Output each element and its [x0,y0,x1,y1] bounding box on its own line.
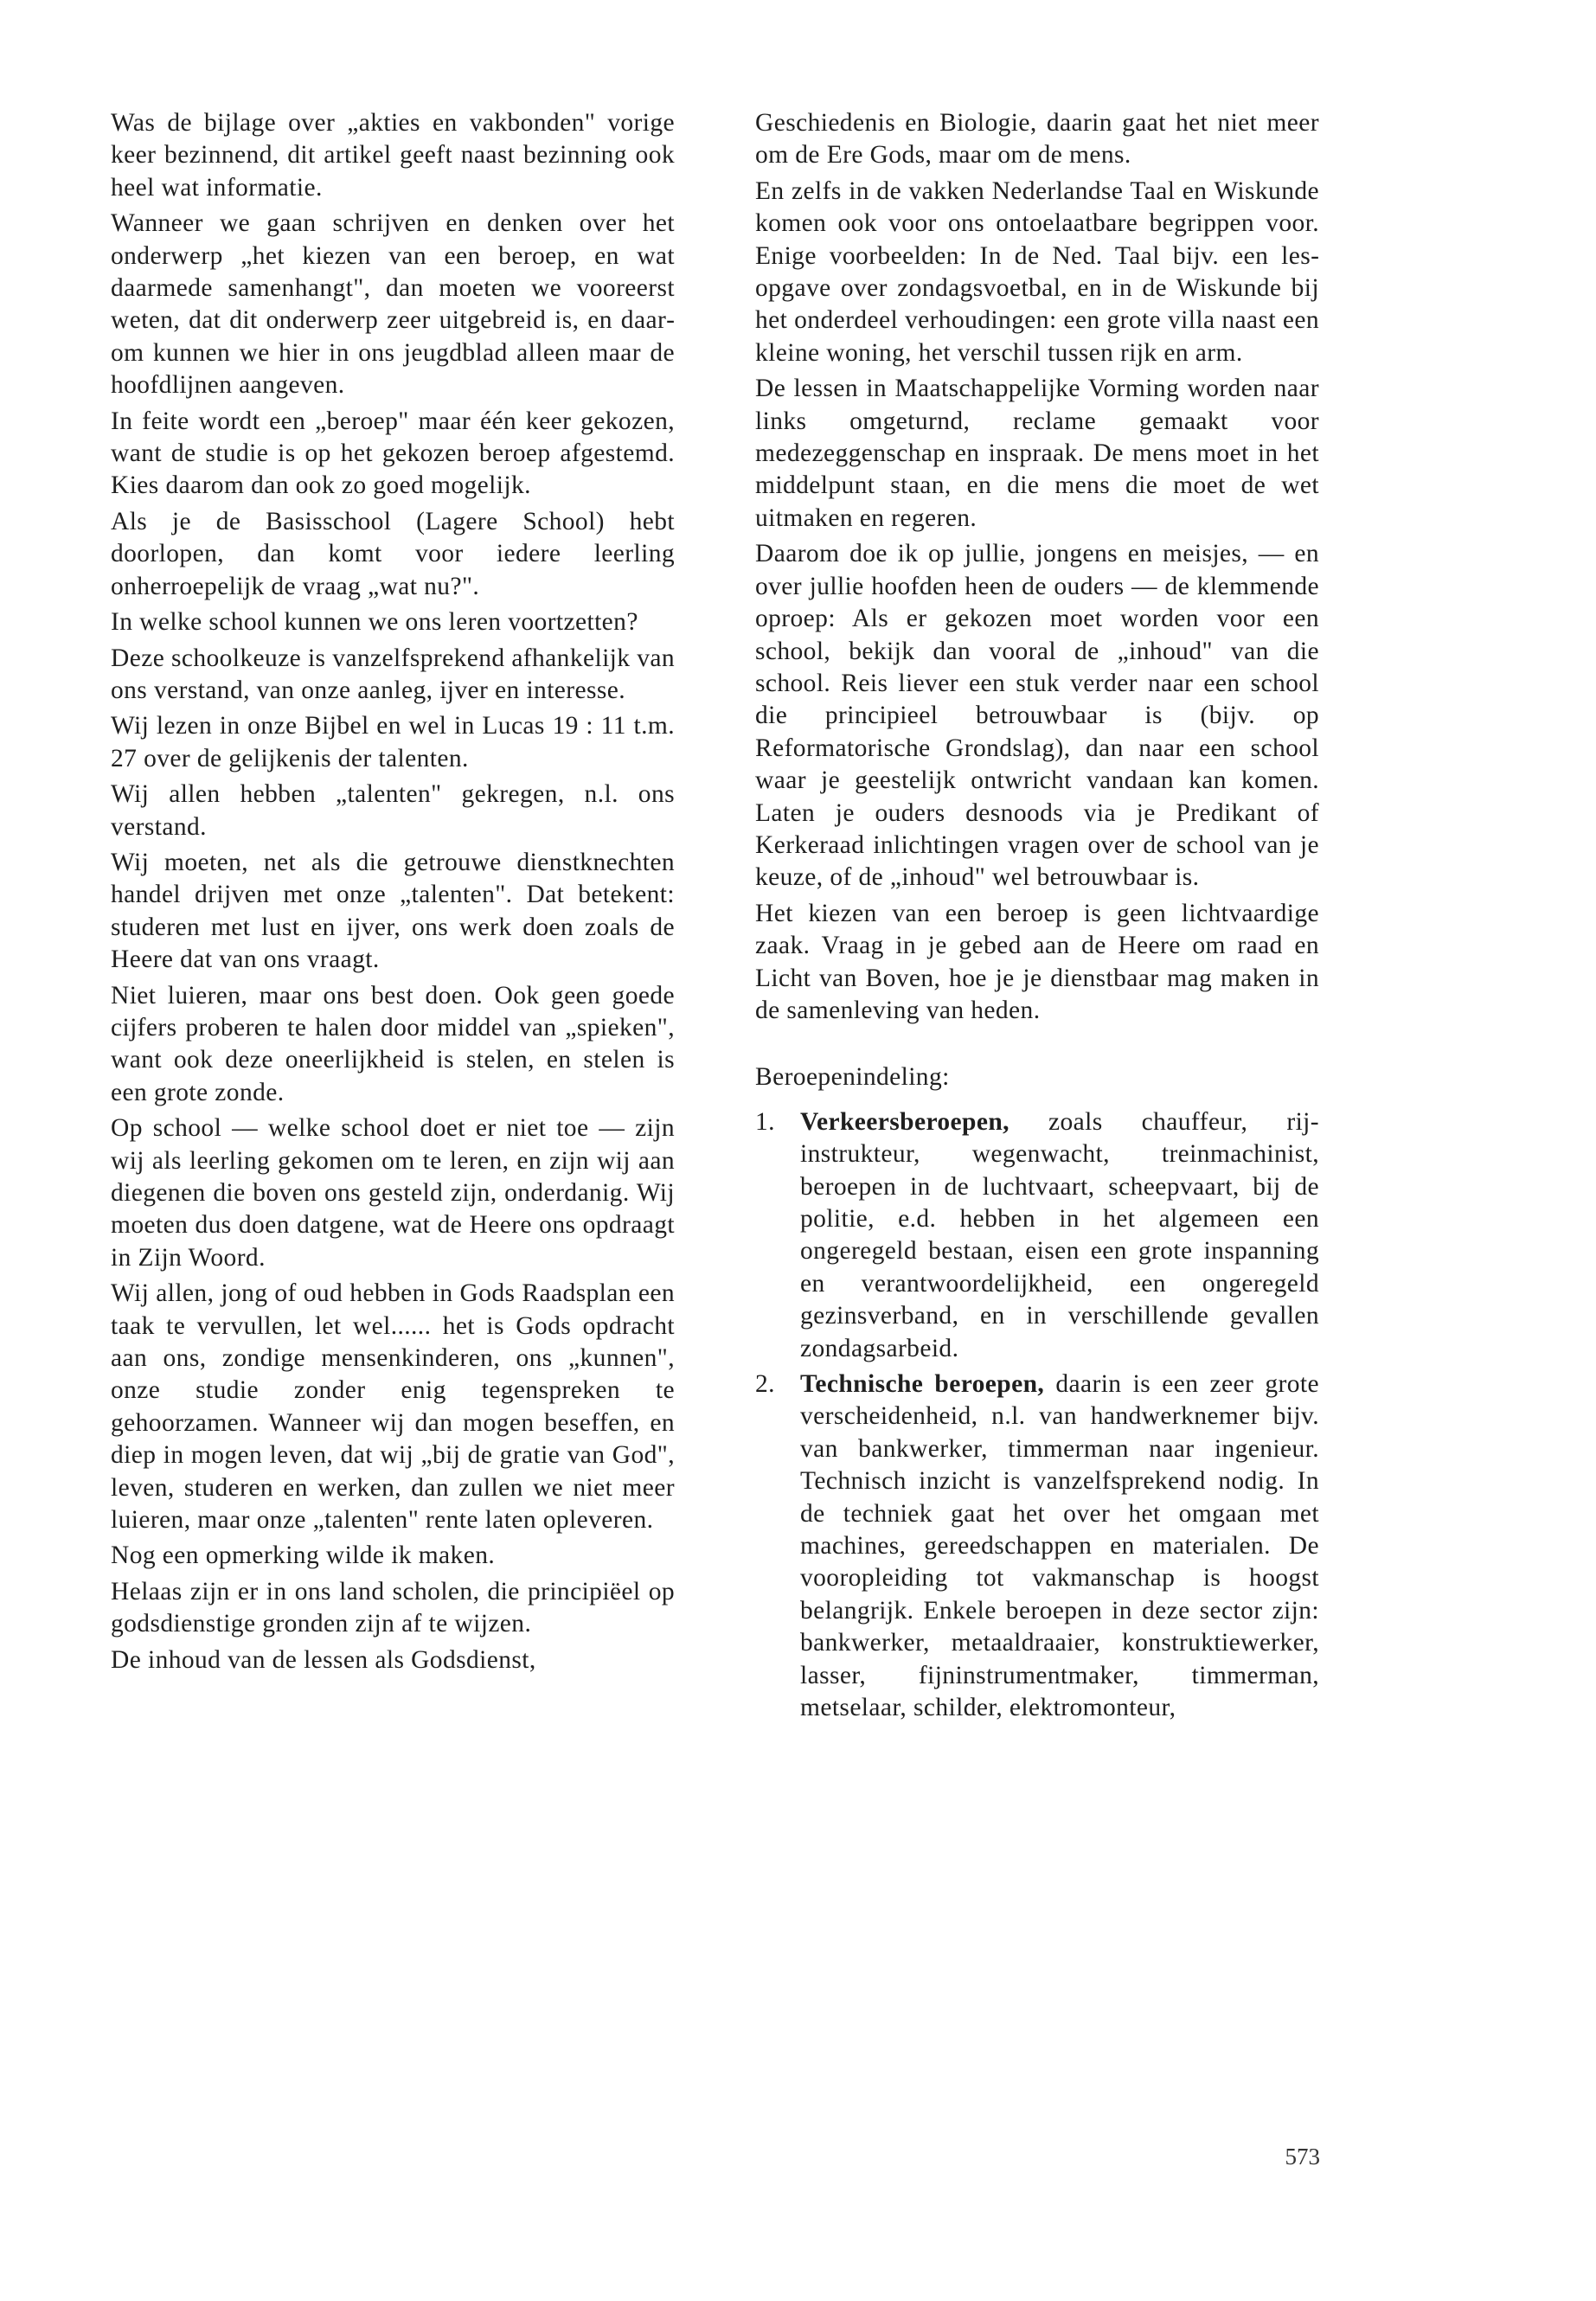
paragraph: Deze schoolkeuze is vanzelfsprekend afhankelijk van ons verstand, van onze aanleg, ijver en interesse. [111,644,675,704]
paragraph: Als je de Basisschool (Lagere School) hebt doorlopen, dan komt voor iedere leerling onherroepelijk de vraag „wat nu?". [111,507,675,600]
list-item-number: 1. [755,1107,775,1136]
list-item-text: zoals chauffeur, rij-instrukteur, wegenwacht, treinmachinist, beroepen in de luchtvaart, scheepvaart, bij de politie, e.d. hebben in het algemeen een ongeregeld bestaan, eisen een grote inspanning en verantwoordelijkheid, een ongeregeld gezinsverband, en in verschillende gevallen zondagsarbeid. [800,1107,1319,1362]
list-item-text: daarin is een zeer grote verscheidenheid, n.l. van handwerknemer bijv. van bankwerker, timmerman naar ingenieur. Technisch inzicht is vanzelfsprekend nodig. In de techniek gaat het over het omgaan met machines, gereedschappen en materialen. De vooropleiding tot vakmanschap is hoogst belangrijk. Enkele beroepen in deze sector zijn: bankwerker, metaaldraaier, konstruktiewerker, lasser, fijninstrumentmaker, timmerman, metselaar, schilder, elektromonteur, [800,1370,1319,1722]
list-item-number: 2. [755,1370,775,1399]
paragraph: De inhoud van de lessen als Godsdienst, [111,1645,536,1674]
section-heading: Beroepenindeling: [755,1063,950,1092]
left-column [111,107,675,1680]
paragraph: Wanneer we gaan schrijven en denken over het onderwerp „het kiezen van een beroep, en wat daarmede samenhangt", dan moeten we vooreerst weten, dat dit onderwerp zeer uitgebreid is, en daarom kunnen we hier in ons jeugdblad alleen maar de hoofdlijnen aangeven. [111,209,675,400]
paragraph: Geschiedenis en Biologie, daarin gaat het niet meer om de Ere Gods, maar om de mens. [755,109,1319,170]
paragraph: Nog een opmerking wilde ik maken. [111,1541,496,1570]
list-item-title: Technische beroepen, [800,1370,1045,1399]
paragraph: Op school — welke school doet er niet toe — zijn wij als leerling gekomen om te leren, en zijn wij aan diegenen die boven ons gesteld zijn, onderdanig. Wij moeten dus doen datgene, wat de Heere ons opdraagt in Zijn Woord. [111,1114,675,1272]
profession-list [755,1106,1319,1725]
paragraph: Niet luieren, maar ons best doen. Ook geen goede cijfers proberen te halen door middel van „spieken", want ook deze oneerlijkheid is stelen, en stelen is een grote zonde. [111,981,675,1106]
list-item-title: Verkeersberoepen, [800,1107,1010,1136]
paragraph: In welke school kunnen we ons leren voortzetten? [111,608,638,637]
page-number: 573 [1285,2144,1320,2170]
list-item [755,1368,1319,1724]
paragraph: Wij allen, jong of oud hebben in Gods Raadsplan een taak te vervullen, let wel...... het is Gods opdracht aan ons, zondige mensenkinderen, ons „kunnen", onze studie zonder enig tegenspreken te gehoorzamen. Wanneer wij dan mogen beseffen, en diep in mogen leven, dat wij „bij de gratie van God", leven, studeren en werken, dan zullen we niet meer luieren, maar onze „talenten" rente laten opleveren. [111,1279,675,1535]
paragraph: Helaas zijn er in ons land scholen, die principiëel op godsdienstige gronden zijn af te wijzen. [111,1577,675,1638]
paragraph: De lessen in Maatschappelijke Vorming worden naar links omgeturnd, reclame gemaakt voor medezeggenschap en inspraak. De mens moet in het middelpunt staan, en die mens die moet de wet uitmaken en regeren. [755,375,1319,532]
list-item [755,1106,1319,1365]
paragraph: Daarom doe ik op jullie, jongens en meisjes, — en over jullie hoofden heen de ouders — de klemmende oproep: Als er gekozen moet worden voor een school, bekijk dan vooral de „inhoud" van die school. Reis liever een stuk verder naar een school die principieel betrouwbaar is (bijv. op Reformatorische Grondslag), dan naar een school waar je geestelijk ontwricht vandaan kan komen. Laten je ouders desnoods via je Predikant of Kerkeraad inlichtingen vragen over de school van je keuze, of de „inhoud" wel betrouwbaar is. [755,540,1319,892]
paragraph: In feite wordt een „beroep" maar één keer gekozen, want de studie is op het gekozen beroep afgestemd. Kies daarom dan ook zo goed mogelijk. [111,407,675,500]
paragraph: Wij moeten, net als die getrouwe dienstknechten handel drijven met onze „talenten". Dat betekent: studeren met lust en ijver, ons werk doen zoals de Heere dat van ons vraagt. [111,848,675,974]
paragraph: Wij lezen in onze Bijbel en wel in Lucas 19 : 11 t.m. 27 over de gelijkenis der talenten. [111,712,675,772]
paragraph: Het kiezen van een beroep is geen lichtvaardige zaak. Vraag in je gebed aan de Heere om raad en Licht van Boven, hoe je je dienstbaar mag maken in de samenleving van heden. [755,899,1319,1024]
paragraph: Wij allen hebben „talenten" gekregen, n.l. ons verstand. [111,780,675,841]
paragraph: Was de bijlage over „akties en vakbonden" vorige keer bezinnend, dit artikel geeft naast bezinning ook heel wat informatie. [111,109,675,202]
right-column [755,107,1319,1728]
paragraph: En zelfs in de vakken Nederlandse Taal en Wiskunde komen ook voor ons ontoelaatbare begrippen voor. Enige voorbeelden: In de Ned. Taal bijv. een lesopgave over zondagsvoetbal, en in de Wiskunde bij het onderdeel verhoudingen: een grote villa naast een kleine woning, het verschil tussen rijk en arm. [755,176,1319,367]
